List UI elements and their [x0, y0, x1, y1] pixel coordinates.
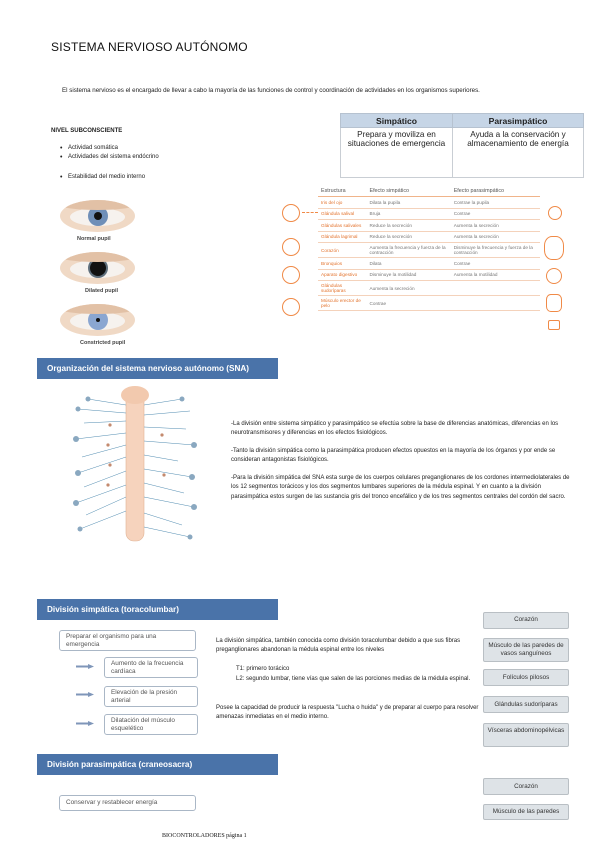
- table-row: Músculo erector de pelo Contrae: [318, 296, 540, 311]
- hair-icon: [548, 320, 560, 330]
- list-item: • Actividades del sistema endócrino: [60, 153, 159, 162]
- brain-icon: [282, 266, 300, 284]
- table-header: Simpático: [341, 114, 453, 128]
- sympathetic-paragraph: Posee la capacidad de producir la respuesta "Lucha o huida" y de preparar al cuerpo para resolver amenazas inmediatas en el medio interno.: [216, 705, 479, 721]
- table-header: Efecto simpático: [366, 186, 450, 197]
- organ-box: Vísceras abdominopélvicas: [483, 723, 569, 747]
- lungs-icon: [544, 236, 564, 260]
- head-icon: [282, 238, 300, 256]
- list-item: • Actividad somática: [60, 144, 159, 153]
- arrow-right-icon: [76, 664, 94, 669]
- sympathetic-effect-box: Dilatación del músculo esquelético: [104, 714, 198, 735]
- organ-box: Glándulas sudoríparas: [483, 696, 569, 713]
- effects-table: [318, 186, 540, 311]
- table-row: Glándula salival Bruja Contrae: [318, 208, 540, 220]
- sympathetic-comparison-table: [340, 113, 584, 178]
- dilated-pupil-image: [60, 252, 135, 284]
- organ-box: Músculo de las paredes: [483, 804, 569, 820]
- organ-box: Corazón: [483, 778, 569, 795]
- table-cell: Prepara y moviliza en situaciones de emergencia: [341, 128, 453, 178]
- sympathetic-l2: L2: segundo lumbar, tiene vías que salen de las porciones medias de la médula espinal.: [236, 676, 471, 682]
- organ-box: Músculo de las paredes de vasos sanguíneos: [483, 638, 569, 662]
- eye-icon: [282, 204, 300, 222]
- table-row: Corazón Aumenta la frecuencia y fuerza de la contracción Disminuye la frecuencia y fuerza de la contracción: [318, 243, 540, 258]
- sna-paragraph: -Para la división simpática del SNA esta surge de los cuerpos celulares preganglionares de los cordones intermediolaterales de los 12 segmentos torácicos y los dos segmentos lumbares superiores de la médula espinal. Y en cuanto a la división parasimpática estos surgen de las sustancia gris del tronco encefálico y de los tres segmentos centrales del cordón del sacro.: [231, 475, 570, 500]
- sympathetic-main-box: Preparar el organismo para una emergencia: [59, 630, 196, 651]
- autonomic-nervous-system-diagram: [58, 385, 213, 545]
- sympathetic-t1: T1: primero torácico: [236, 666, 290, 672]
- pupil-caption: Constricted pupil: [80, 340, 126, 346]
- table-header: Estructura: [318, 186, 366, 197]
- nivel-heading: NIVEL SUBCONSCIENTE: [51, 128, 123, 134]
- pupil-caption: Dilated pupil: [85, 288, 118, 294]
- section-banner-organizacion: Organización del sistema nervioso autónomo (SNA): [37, 358, 278, 379]
- table-cell: Ayuda a la conservación y almacenamiento de energía: [453, 128, 584, 178]
- intro-text: El sistema nervioso es el encargado de llevar a cabo la mayoría de las funciones de control y coordinación de actividades en los organismos superiores.: [62, 87, 480, 94]
- saliva-icon: [548, 206, 562, 220]
- intestine-icon: [546, 294, 562, 312]
- organ-box: Corazón: [483, 612, 569, 629]
- table-row: Glándulas sudoríparas Aumenta la secreción: [318, 281, 540, 296]
- stomach-icon: [546, 268, 562, 284]
- nivel-list: [60, 144, 159, 163]
- table-row: Glándula lagrimal Reduce la secreción Aumenta la secreción: [318, 231, 540, 243]
- table-row: Iris del ojo Dilata la pupila Contrae la pupila: [318, 197, 540, 209]
- sna-paragraph: -Tanto la división simpática como la parasimpática producen efectos opuestos en la mayoría de los órganos y por ende se consideran antagonistas fisiológicos.: [231, 448, 556, 464]
- table-header: Parasimpático: [453, 114, 584, 128]
- organ-box: Folículos pilosos: [483, 669, 569, 686]
- organ-icon: [282, 298, 300, 316]
- sympathetic-effect-box: Aumento de la frecuencia cardíaca: [104, 657, 198, 678]
- sna-paragraph: -La división entre sistema simpático y parasimpático se efectúa sobre la base de diferencias anatómicas, diferencias en los neurotransmisores y diferencias en los efectos fisiológicos.: [231, 421, 559, 437]
- normal-pupil-image: [60, 200, 135, 232]
- table-row: Glándulas salivales Reduce la secreción Aumenta la secreción: [318, 220, 540, 232]
- nivel-extra-list: [60, 173, 145, 182]
- arrow-right-icon: [76, 721, 94, 726]
- page-title: SISTEMA NERVIOSO AUTÓNOMO: [51, 40, 248, 54]
- arrow-right-icon: [76, 692, 94, 697]
- section-banner-simpatica: División simpática (toracolumbar): [37, 599, 278, 620]
- constricted-pupil-image: [60, 304, 135, 336]
- page-footer: BIOCONTROLADORES página 1: [162, 833, 247, 839]
- section-banner-parasimpatica: División parasimpática (craneosacra): [37, 754, 278, 775]
- table-row: Aparato digestivo Disminuye la motilidad Aumenta la motilidad: [318, 269, 540, 281]
- table-row: Bronquios Dilata Contrae: [318, 258, 540, 270]
- table-header: Efecto parasimpático: [451, 186, 540, 197]
- autonomic-effects-figure: [278, 186, 584, 331]
- sympathetic-paragraph: La división simpática, también conocida como división toracolumbar debido a que sus fibras preganglionares abandonan la médula espinal entre los niveles: [216, 638, 461, 654]
- parasympathetic-main-box: Conservar y restablecer energía: [59, 795, 196, 811]
- list-item: • Estabilidad del medio interno: [60, 173, 145, 182]
- pupil-caption: Normal pupil: [77, 236, 111, 242]
- sympathetic-effect-box: Elevación de la presión arterial: [104, 686, 198, 707]
